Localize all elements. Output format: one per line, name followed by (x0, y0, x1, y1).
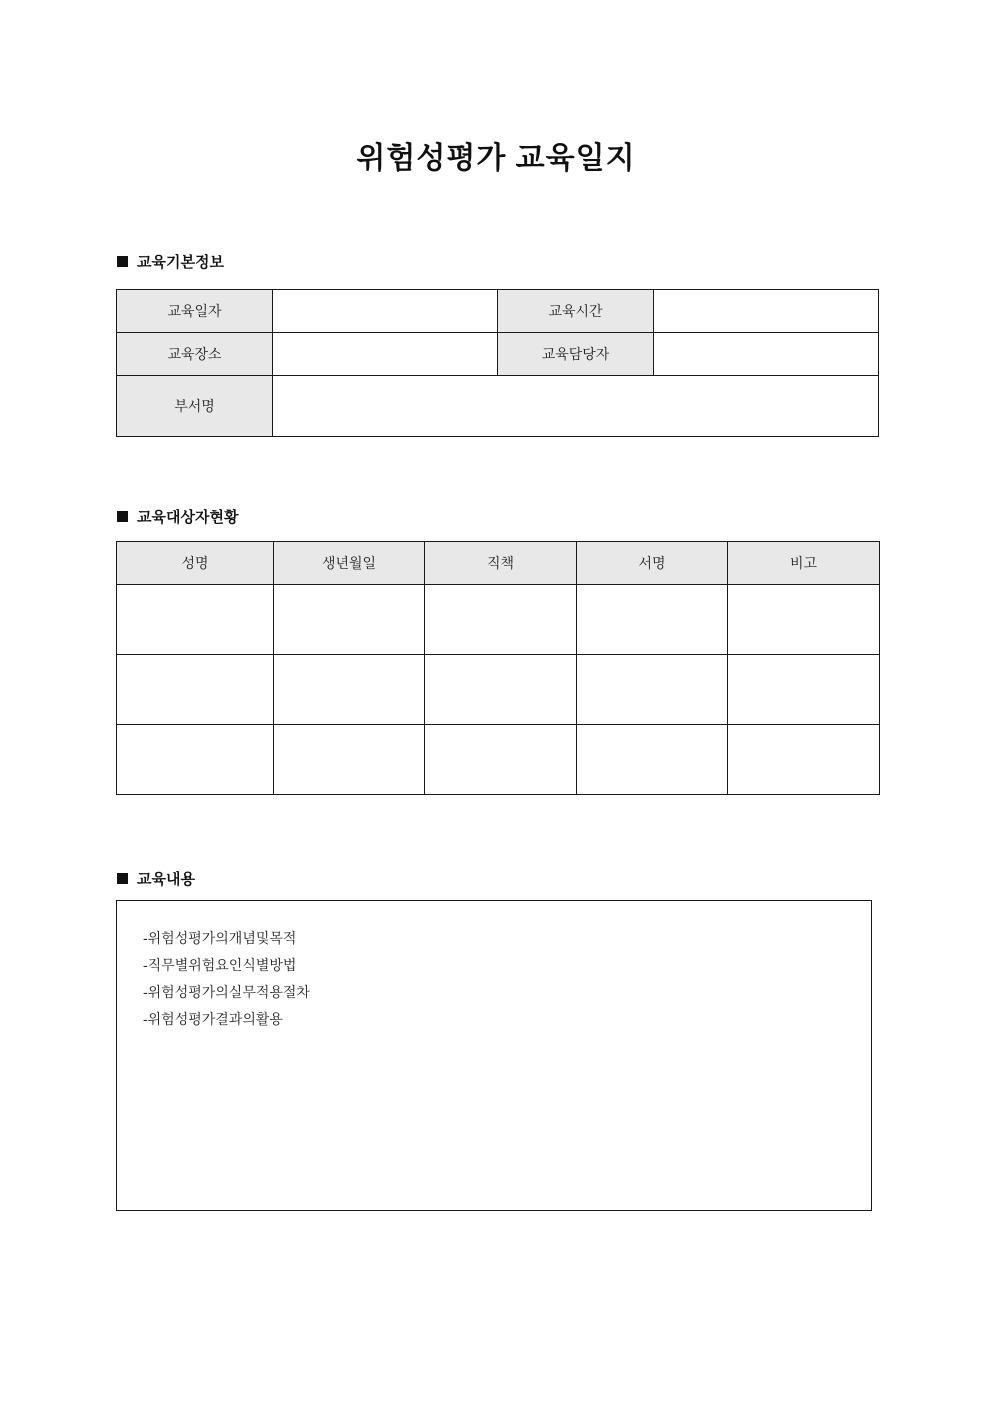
column-header-name: 성명 (117, 542, 274, 585)
list-item: -위험성평가결과의활용 (143, 1011, 283, 1027)
table-row (117, 725, 880, 795)
list-item: -위험성평가의개념및목적 (143, 930, 297, 946)
cell-label-training-location: 교육장소 (117, 333, 273, 376)
cell-value-department-name[interactable] (273, 376, 879, 437)
filled-square-bullet-icon (117, 511, 128, 522)
cell-name[interactable] (117, 725, 274, 795)
training-content-list (117, 901, 871, 1033)
cell-label-department-name: 부서명 (117, 376, 273, 437)
section-heading-label: 교육내용 (137, 871, 195, 888)
filled-square-bullet-icon (117, 256, 128, 267)
cell-position[interactable] (425, 585, 577, 655)
cell-name[interactable] (117, 655, 274, 725)
cell-signature[interactable] (577, 655, 728, 725)
cell-position[interactable] (425, 655, 577, 725)
section-heading-participants (117, 506, 238, 527)
cell-birthdate[interactable] (274, 585, 425, 655)
section-heading-training-content (117, 868, 195, 889)
table-row (117, 376, 879, 437)
cell-label-training-time: 교육시간 (498, 290, 654, 333)
table-row (117, 655, 880, 725)
list-item: -직무별위험요인식별방법 (143, 957, 297, 973)
basic-info-table (116, 289, 879, 437)
cell-birthdate[interactable] (274, 655, 425, 725)
section-heading-basic-info (117, 251, 224, 272)
filled-square-bullet-icon (117, 873, 128, 884)
cell-value-training-date[interactable] (273, 290, 498, 333)
cell-value-training-location[interactable] (273, 333, 498, 376)
cell-signature[interactable] (577, 585, 728, 655)
cell-remarks[interactable] (728, 585, 880, 655)
cell-remarks[interactable] (728, 725, 880, 795)
cell-birthdate[interactable] (274, 725, 425, 795)
cell-value-training-time[interactable] (654, 290, 879, 333)
table-row (117, 290, 879, 333)
column-header-position: 직책 (425, 542, 577, 585)
cell-signature[interactable] (577, 725, 728, 795)
participants-table (116, 541, 880, 795)
cell-position[interactable] (425, 725, 577, 795)
section-heading-label: 교육기본정보 (137, 254, 224, 271)
column-header-remarks: 비고 (728, 542, 880, 585)
cell-name[interactable] (117, 585, 274, 655)
column-header-birthdate: 생년월일 (274, 542, 425, 585)
table-header-row (117, 542, 880, 585)
list-item: -위험성평가의실무적용절차 (143, 984, 310, 1000)
table-row (117, 585, 880, 655)
section-heading-label: 교육대상자현황 (137, 509, 239, 526)
cell-remarks[interactable] (728, 655, 880, 725)
page-title: 위험성평가 교육일지 (356, 142, 636, 175)
cell-label-training-manager: 교육담당자 (498, 333, 654, 376)
column-header-signature: 서명 (577, 542, 728, 585)
cell-label-training-date: 교육일자 (117, 290, 273, 333)
table-row (117, 333, 879, 376)
training-content-box[interactable] (116, 900, 872, 1211)
cell-value-training-manager[interactable] (654, 333, 879, 376)
